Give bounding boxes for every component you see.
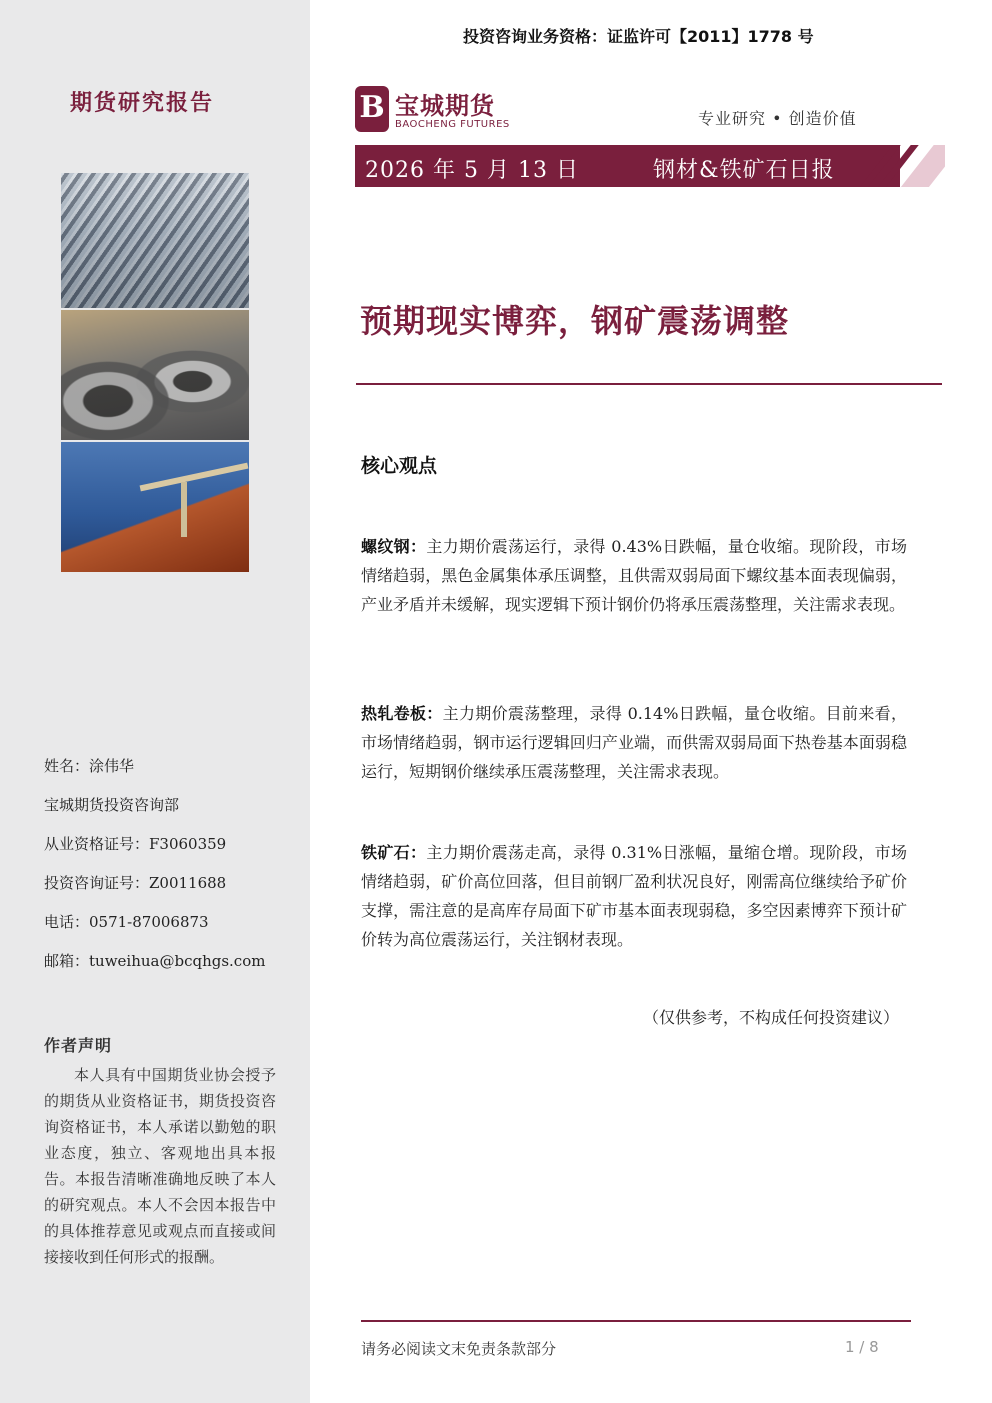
date-banner bbox=[355, 145, 900, 187]
company-logo bbox=[355, 86, 520, 136]
analyst-department: 宝城期货投资咨询部 bbox=[44, 796, 180, 814]
headline-divider bbox=[356, 383, 942, 385]
report-headline: 预期现实博弈，钢矿震荡调整 bbox=[360, 302, 790, 340]
reference-only-note: （仅供参考，不构成任何投资建议） bbox=[643, 1008, 900, 1027]
reclaimer-boom bbox=[140, 463, 249, 492]
logo-chinese-name: 宝城期货 bbox=[395, 91, 495, 120]
footer-disclaimer-text: 请务必阅读文末免责条款部分 bbox=[361, 1340, 557, 1358]
report-type: 钢材&铁矿石日报 bbox=[653, 158, 835, 183]
hot-rolled-coil-paragraph bbox=[361, 699, 907, 786]
core-views-title: 核心观点 bbox=[361, 455, 438, 477]
qualification-number: 从业资格证号：F3060359 bbox=[44, 835, 227, 853]
iron-ore-label: 铁矿石： bbox=[361, 843, 427, 862]
page-number: 1 / 8 bbox=[845, 1338, 879, 1356]
consulting-cert-number: 投资咨询证号：Z0011688 bbox=[44, 874, 227, 892]
logo-mark-icon: B bbox=[355, 86, 389, 132]
declaration-title: 作者声明 bbox=[44, 1036, 113, 1055]
license-statement: 投资咨询业务资格：证监许可【2011】1778 号 bbox=[463, 27, 814, 46]
banner-stripes bbox=[860, 145, 945, 187]
phone-number: 电话：0571-87006873 bbox=[44, 913, 209, 931]
footer-divider bbox=[361, 1320, 911, 1322]
iron-ore-text: 主力期价震荡走高，录得 0.31%日涨幅，量缩仓增。现阶段，市场情绪趋弱，矿价高位回落，但目前钢厂盈利状况良好，刚需高位继续给予矿价支撑，需注意的是高库存局面下矿市基本面表现弱稳，多空因素博弈下预计矿价转为高位震荡运行，关注钢材表现。 bbox=[361, 843, 907, 949]
email-address[interactable]: 邮箱：tuweihua@bcqhgs.com bbox=[44, 952, 266, 970]
analyst-name: 姓名：涂伟华 bbox=[44, 757, 135, 775]
rebar-text: 主力期价震荡运行，录得 0.43%日跌幅，量仓收缩。现阶段，市场情绪趋弱，黑色金属集体承压调整，且供需双弱局面下螺纹基本面表现偏弱，产业矛盾并未缓解，现实逻辑下预计钢价仍将承压震荡整理，关注需求表现。 bbox=[361, 537, 907, 614]
reclaimer-mast bbox=[181, 482, 187, 537]
steel-coils-photo bbox=[61, 310, 249, 440]
report-date: 2026 年 5 月 13 日 bbox=[365, 158, 579, 183]
sidebar bbox=[0, 0, 310, 1403]
hot-rolled-coil-text: 主力期价震荡整理，录得 0.14%日跌幅，量仓收缩。目前来看，市场情绪趋弱，钢市运行逻辑回归产业端，而供需双弱局面下热卷基本面弱稳运行，短期钢价继续承压震荡整理，关注需求表现。 bbox=[361, 704, 907, 781]
rebar-photo bbox=[61, 173, 249, 308]
rebar-label: 螺纹钢： bbox=[361, 537, 427, 556]
iron-ore-photo bbox=[61, 442, 249, 572]
iron-ore-paragraph bbox=[361, 838, 907, 954]
rebar-paragraph bbox=[361, 532, 907, 619]
hot-rolled-coil-label: 热轧卷板： bbox=[361, 704, 443, 723]
company-slogan: 专业研究 • 创造价值 bbox=[698, 109, 857, 128]
logo-english-name: BAOCHENG FUTURES bbox=[395, 119, 510, 130]
sidebar-title: 期货研究报告 bbox=[70, 90, 215, 116]
declaration-text: 本人具有中国期货业协会授予的期货从业资格证书，期货投资咨询资格证书，本人承诺以勤勉的职业态度，独立、客观地出具本报告。本报告清晰准确地反映了本人的研究观点。本人不会因本报告中的具体推荐意见或观点而直接或间接接收到任何形式的报酬。 bbox=[44, 1066, 276, 1266]
